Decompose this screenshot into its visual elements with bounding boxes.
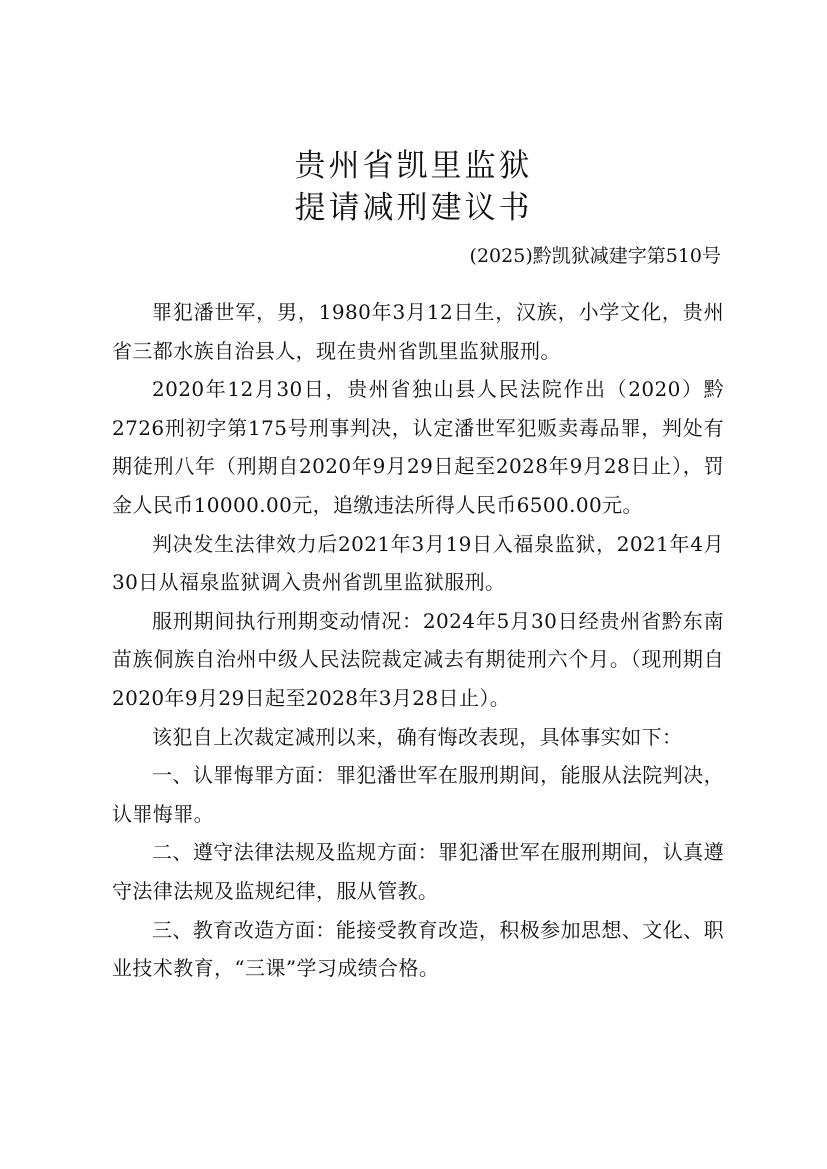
paragraph-prisoner-info: 罪犯潘世军，男，1980年3月12日生，汉族，小学文化，贵州省三都水族自治县人，现在贵州省凯里监狱服刑。 (112, 300, 724, 363)
paragraph-transfer-history: 判决发生法律效力后2021年3月19日入福泉监狱，2021年4月30日从福泉监狱调入贵州省凯里监狱服刑。 (112, 531, 724, 595)
document-number: (2025)黔凯狱减建字第510号 (469, 245, 721, 267)
paragraph-sentence-changes: 服刑期间执行刑期变动情况：2024年5月30日经贵州省黔东南苗族侗族自治州中级人民法院裁定减去有期徒刑六个月。（现刑期自2020年9月29日起至2028年3月28日止）。 (112, 608, 724, 710)
paragraph-education-reform: 三、教育改造方面：能接受教育改造，积极参加思想、文化、职业技术教育，“三课”学习成绩合格。 (112, 917, 724, 981)
paragraph-repentance-intro: 该犯自上次裁定减刑以来，确有悔改表现，具体事实如下： (152, 724, 683, 749)
document-body (112, 293, 724, 988)
paragraph-original-judgment: 2020年12月30日，贵州省独山县人民法院作出（2020）黔2726刑初字第175号刑事判决，认定潘世军犯贩卖毒品罪，判处有期徒刑八年（刑期自2020年9月29日起至2028年9月28日止），罚金人民币10000.00元，追缴违法所得人民币6500.00元。 (112, 377, 724, 517)
paragraph-law-compliance: 二、遵守法律法规及监规方面：罪犯潘世军在服刑期间，认真遵守法律法规及监规纪律，服从管教。 (112, 840, 724, 903)
title-document-type: 提请减刑建议书 (294, 190, 533, 226)
paragraph-plea-remorse: 一、认罪悔罪方面：罪犯潘世军在服刑期间，能服从法院判决，认罪悔罪。 (112, 763, 724, 826)
title-institution: 贵州省凯里监狱 (294, 148, 533, 184)
